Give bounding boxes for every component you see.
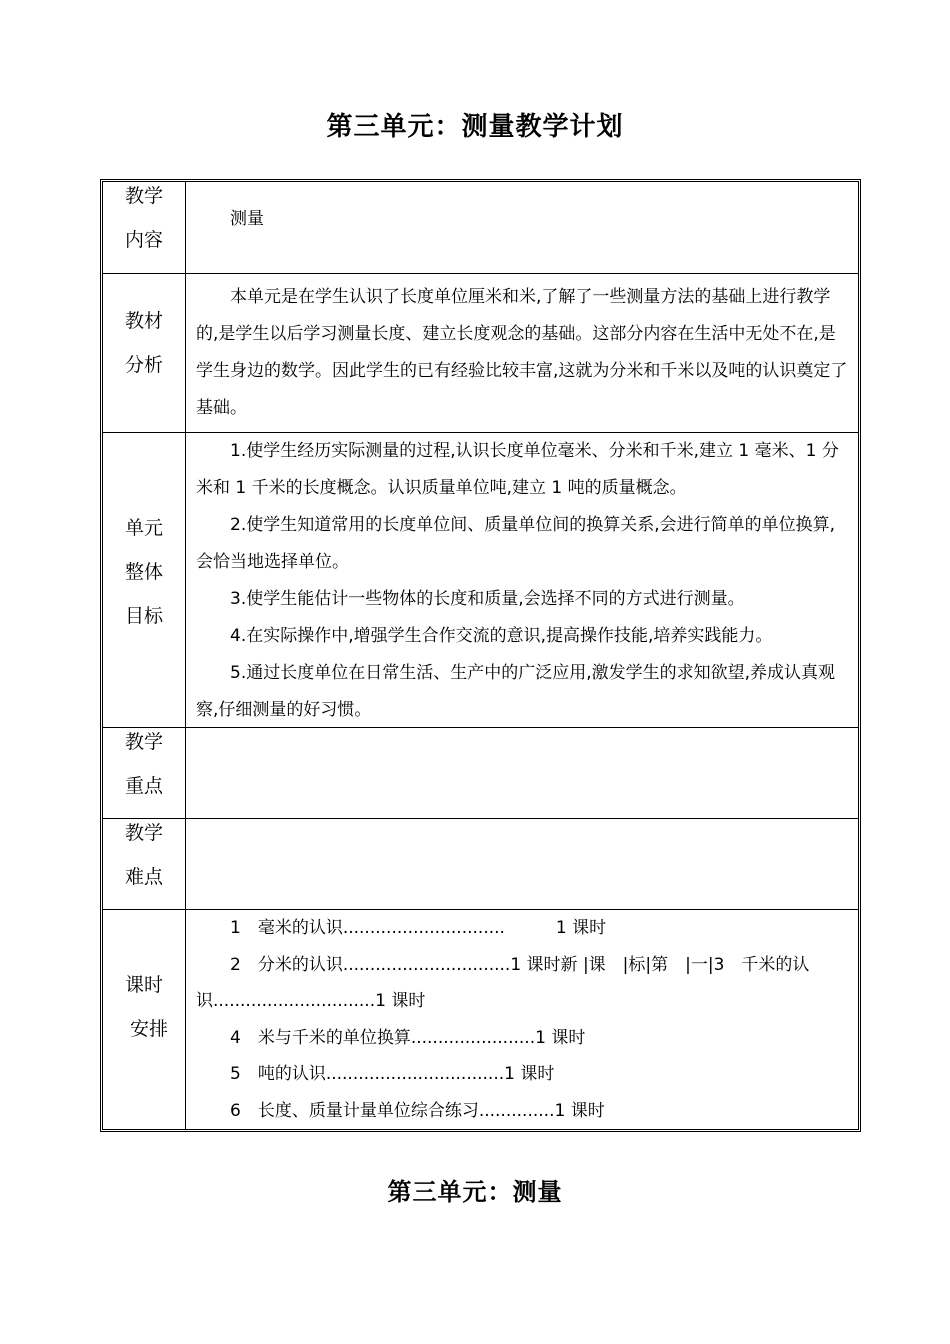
- goal-item: 4.在实际操作中,增强学生合作交流的意识,提高操作技能,培养实践能力。: [230, 626, 773, 646]
- content-text: 测量: [230, 209, 264, 229]
- analysis-text: 本单元是在学生认识了长度单位厘米和米,了解了一些测量方法的基础上进行教学的,是学生以后学习测量长度、建立长度观念的基础。这部分内容在生活中无处不在,是学生身边的数学。因此学生的已有经验比较丰富,这就为分米和千米以及吨的认识奠定了基础。: [196, 287, 848, 418]
- header-text: 分析: [124, 354, 163, 376]
- header-text: 目标: [124, 605, 163, 627]
- row-teaching-content: [103, 182, 858, 273]
- goal-item: 1.使学生经历实际测量的过程,认识长度单位毫米、分米和千米,建立 1 毫米、1 分米和 1 千米的长度概念。认识质量单位吨,建立 1 吨的质量概念。: [196, 441, 839, 498]
- schedule-item: 6 长度、质量计量单位综合练习..............1 课时: [230, 1100, 605, 1121]
- row-unit-goals: [103, 432, 858, 728]
- header-text: 教材: [124, 310, 163, 332]
- row-body: [186, 819, 858, 910]
- schedule-item: 2 分米的认识...............................1 课时新 |课 |标|第 |一|3 千米的认识..............................1 课时: [196, 954, 810, 1011]
- row-body: [186, 182, 858, 273]
- schedule-item: 4 米与千米的单位换算.......................1 课时: [230, 1027, 586, 1048]
- goal-item: 5.通过长度单位在日常生活、生产中的广泛应用,激发学生的求知欲望,养成认真观察,仔细测量的好习惯。: [196, 663, 836, 720]
- row-header: [103, 819, 186, 910]
- header-text: 难点: [124, 866, 163, 888]
- row-body: [186, 728, 858, 819]
- schedule-item: 5 吨的认识.................................1 课时: [230, 1064, 555, 1084]
- row-material-analysis: [103, 273, 858, 433]
- row-header: [103, 433, 186, 728]
- row-body: [186, 910, 858, 1130]
- header-text: 重点: [124, 775, 163, 797]
- row-header: [103, 182, 186, 273]
- row-key-points: [103, 727, 858, 819]
- header-text: 整体: [124, 561, 163, 583]
- goal-item: 2.使学生知道常用的长度单位间、质量单位间的换算关系,会进行简单的单位换算,会恰当地选择单位。: [196, 515, 836, 572]
- header-text: 内容: [124, 229, 163, 251]
- header-text: 安排: [129, 1018, 168, 1040]
- schedule-item: 1 毫米的认识.............................. 1 课时: [230, 918, 607, 938]
- teaching-plan-table: [100, 179, 861, 1132]
- row-body: [186, 433, 858, 728]
- row-schedule: [103, 909, 858, 1130]
- section-heading: 第三单元：测量: [387, 1178, 563, 1206]
- header-text: 教学: [124, 731, 163, 753]
- row-header: [103, 910, 186, 1130]
- row-header: [103, 274, 186, 433]
- row-difficulties: [103, 818, 858, 910]
- goal-item: 3.使学生能估计一些物体的长度和质量,会选择不同的方式进行测量。: [230, 589, 745, 609]
- page-title: 第三单元：测量教学计划: [326, 112, 624, 142]
- row-header: [103, 728, 186, 819]
- header-text: 教学: [124, 185, 163, 207]
- header-text: 教学: [124, 822, 163, 844]
- header-text: 单元: [124, 517, 163, 539]
- header-text: 课时: [124, 974, 163, 996]
- row-body: [186, 274, 858, 433]
